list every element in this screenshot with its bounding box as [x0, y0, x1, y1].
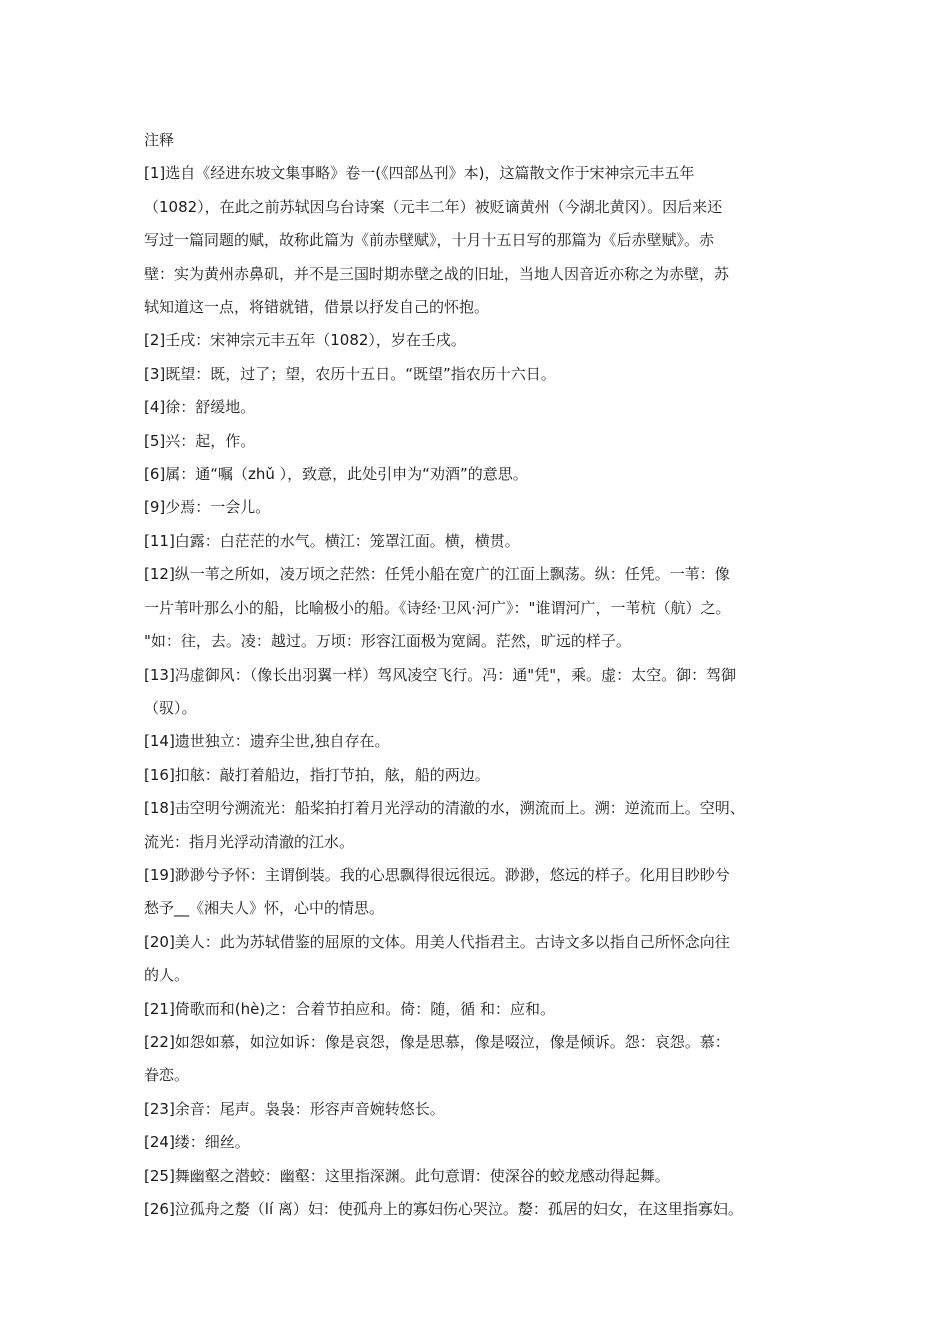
text-line: [6]属：通“嘱（zhǔ ），致意，此处引申为“劝酒”的意思。 [144, 465, 528, 484]
text-line: [13]冯虚御风：（像长出羽翼一样）驾风凌空飞行。冯：通"凭"，乘。虚：太空。御：驾御 [144, 665, 737, 684]
text-line: [9]少焉：一会儿。 [144, 498, 271, 517]
notes-heading: 注释 [144, 131, 175, 149]
text-line: [11]白露：白茫茫的水气。横江：笼罩江面。横，横贯。 [144, 531, 520, 550]
text-line: [2]壬戌：宋神宗元丰五年（1082），岁在壬戌。 [144, 331, 466, 350]
text-line: 的人。 [144, 966, 190, 985]
text-line: [20]美人：此为苏轼借鉴的屈原的文体。用美人代指君主。古诗文多以指自己所怀念向往 [144, 932, 730, 951]
text-line: [23]余音：尾声。袅袅：形容声音婉转悠长。 [144, 1099, 445, 1118]
text-line: [25]舞幽壑之潜蛟：幽壑：这里指深渊。此句意谓：使深谷的蛟龙感动得起舞。 [144, 1166, 670, 1185]
text-line: [3]既望：既，过了；望，农历十五日。“既望”指农历十六日。 [144, 364, 556, 383]
text-line: 眷恋。 [144, 1066, 190, 1085]
text-line: [14]遗世独立：遗弃尘世,独自存在。 [144, 732, 390, 751]
text-line: （驭）。 [144, 698, 197, 717]
annotation-text [144, 124, 834, 1226]
text-line: 写过一篇同题的赋，故称此篇为《前赤壁赋》，十月十五日写的那篇为《后赤壁赋》。赤 [144, 231, 715, 250]
text-line: [5]兴：起，作。 [144, 431, 256, 450]
text-line: [16]扣舷：敲打着船边，指打节拍，舷，船的两边。 [144, 765, 490, 784]
text-line: [1]选自《经进东坡文集事略》卷一(《四部丛刊》本)，这篇散文作于宋神宗元丰五年 [144, 164, 695, 183]
text-line: [24]缕：细丝。 [144, 1133, 250, 1152]
text-line: 壁：实为黄州赤鼻矶，并不是三国时期赤壁之战的旧址，当地人因音近亦称之为赤壁，苏 [144, 264, 730, 283]
text-line: [12]纵一苇之所如，凌万顷之茫然：任凭小船在宽广的江面上飘荡。纵：任凭。一苇：像 [144, 565, 730, 584]
text-line: [19]渺渺兮予怀：主谓倒装。我的心思飘得很远很远。渺渺，悠远的样子。化用目眇眇兮 [144, 865, 730, 884]
text-line: [21]倚歌而和(hè)之：合着节拍应和。倚：随，循 和：应和。 [144, 999, 556, 1018]
text-line: [18]击空明兮溯流光：船桨拍打着月光浮动的清澈的水，溯流而上。溯：逆流而上。空明、 [144, 799, 745, 818]
text-line: 轼知道这一点，将错就错，借景以抒发自己的怀抱。 [144, 298, 490, 317]
text-line: [22]如怨如慕，如泣如诉：像是哀怨，像是思慕，像是啜泣，像是倾诉。怨：哀怨。慕： [144, 1032, 730, 1051]
text-line: [26]泣孤舟之嫠（lí 离）妇：使孤舟上的寡妇伤心哭泣。嫠：孤居的妇女，在这里指寡妇。 [144, 1200, 743, 1218]
text-line: 流光：指月光浮动清澈的江水。 [144, 832, 355, 851]
text-line: "如：往，去。凌：越过。万顷：形容江面极为宽阔。茫然，旷远的样子。 [144, 632, 631, 651]
text-line: 一片苇叶那么小的船，比喻极小的船。《诗经·卫风·河广》："谁谓河广，一苇杭（航）之。 [144, 598, 731, 617]
text-line: （1082），在此之前苏轼因乌台诗案（元丰二年）被贬谪黄州（今湖北黄冈）。因后来还 [144, 197, 723, 216]
text-line: [4]徐：舒缓地。 [144, 398, 256, 417]
text-line: 愁予__《湘夫人》怀，心中的情思。 [144, 899, 385, 918]
